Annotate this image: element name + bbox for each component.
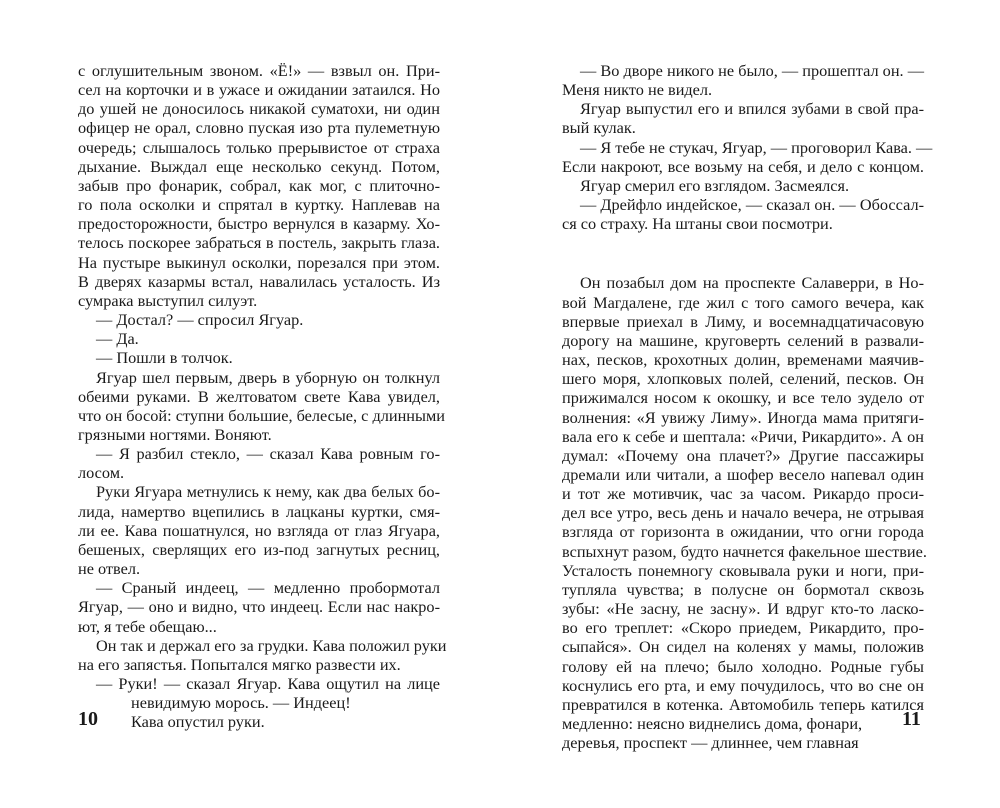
text-line: Усталость понемногу сковывала руки и ноги, при- bbox=[562, 560, 924, 580]
text-line: телось поскорее забраться в постель, закрыть глаза. bbox=[78, 233, 440, 253]
text-line: волнения: «Я увижу Лиму». Иногда мама притяги- bbox=[562, 407, 924, 427]
dialogue-line: — Пошли в толчок. bbox=[96, 348, 233, 368]
text-line: что он босой: ступни большие, белесые, с длинными bbox=[78, 405, 445, 425]
paragraph-start-line: Он позабыл дом на проспекте Салаверри, в Но- bbox=[580, 273, 924, 293]
text-line: лида, намертво вцепились в лацканы куртки, смя- bbox=[78, 501, 440, 521]
text-line: вой Магдалене, где жил с того самого вечера, как bbox=[562, 292, 924, 312]
dialogue-line: — Во дворе никого не было, — прошептал он. — bbox=[580, 61, 924, 80]
text-line: деревья, проспект — длиннее, чем главная bbox=[562, 733, 859, 753]
text-line: не отвел. bbox=[78, 559, 141, 579]
text-line: В дверях казармы встал, навалилась усталость. Из bbox=[78, 271, 440, 291]
dialogue-line: — Да. bbox=[96, 329, 139, 349]
paragraph-start-line: Ягуар шел первым, дверь в уборную он толкнул bbox=[96, 367, 440, 387]
text-line: ся со страху. На штаны свои посмотри. bbox=[562, 214, 833, 234]
page-number-left: 10 bbox=[78, 708, 98, 730]
text-line: грязными ногтями. Воняют. bbox=[78, 424, 272, 444]
paragraph-start-line: Руки Ягуара метнулись к нему, как два белых бо- bbox=[96, 482, 440, 502]
text-line: дыхание. Выждал еще несколько секунд. Потом, bbox=[78, 156, 440, 176]
text-line: забыв про фонарик, собрал, как мог, с плиточно- bbox=[78, 175, 440, 195]
text-line: шего моря, хлопковых полей, селений, песков. Он bbox=[562, 369, 924, 389]
text-line: взгляда от горизонта в ожидании, что огни города bbox=[562, 522, 924, 542]
text-line: тупляла чувства; в полусне он бормотал сквозь bbox=[562, 579, 924, 599]
text-line: офицер не орал, словно пуская изо рта пулеметную bbox=[78, 118, 440, 138]
text-line: го пола осколки и спрятал в куртку. Наплевав на bbox=[78, 195, 440, 215]
section-break bbox=[562, 233, 924, 273]
text-line: сумрака выступил силуэт. bbox=[78, 290, 258, 310]
text-line: Ягуар, — оно и видно, что индеец. Если нас накро- bbox=[78, 597, 440, 617]
paragraph-start-line: Кава опустил руки. bbox=[131, 712, 265, 732]
dialogue-line: — Сраный индеец, — медленно пробормотал bbox=[96, 578, 440, 598]
text-line: На пустыре выкинул осколки, порезался при этом. bbox=[78, 252, 440, 272]
text-line: лосом. bbox=[78, 463, 125, 483]
text-line: ют, я тебе обещаю... bbox=[78, 616, 217, 636]
text-line: с оглушительным звоном. «Ё!» — взвыл он. При- bbox=[78, 61, 440, 80]
text-line: прижимался носом к окошку, и все тело зудело от bbox=[562, 388, 924, 408]
text-line: вый кулак. bbox=[562, 118, 636, 138]
page-number-right: 11 bbox=[902, 708, 921, 730]
paragraph-start-line: Ягуар смерил его взглядом. Засмеялся. bbox=[580, 175, 850, 195]
text-line: обеими руками. В желтоватом свете Кава увидел, bbox=[78, 386, 440, 406]
text-line: дел все утро, весь день и начало вечера, не отрывая bbox=[562, 503, 924, 523]
text-line: коснулись его рта, и ему почудилось, что во сне он bbox=[562, 675, 924, 695]
text-line: медленно: неясно виднелись дома, фонари, bbox=[562, 714, 863, 733]
text-line: и тот же мотивчик, час за часом. Рикардо проси- bbox=[562, 484, 924, 504]
text-line: до ушей не доносилось никакой суматохи, ни один bbox=[78, 99, 440, 119]
text-line: во его треплет: «Скоро приедем, Рикардито, про- bbox=[562, 618, 924, 638]
text-line: впервые приехал в Лиму, и восемнадцатичасовую bbox=[562, 311, 924, 331]
text-line: голову ей на плечо; было холодно. Родные губы bbox=[562, 656, 924, 676]
dialogue-line: — Руки! — сказал Ягуар. Кава ощутил на лице bbox=[96, 674, 440, 693]
right-page-text bbox=[562, 61, 933, 753]
text-line: сел на корточки и в ужасе и ожидании затаился. Но bbox=[78, 80, 440, 100]
dialogue-line: — Достал? — спросил Ягуар. bbox=[96, 310, 304, 330]
text-line: вспыхнут разом, будто начнется факельное шествие. bbox=[562, 541, 927, 561]
text-line: бешеных, сверлящих его из-под загнутых ресниц, bbox=[78, 539, 440, 559]
paragraph-start-line: Он так и держал его за грудки. Кава положил руки bbox=[96, 635, 447, 655]
dialogue-line: — Я разбил стекло, — сказал Кава ровным го- bbox=[96, 444, 440, 464]
text-line: Если накроют, все возьму на себя, и дело с концом. bbox=[562, 156, 924, 176]
paragraph-start-line: Ягуар выпустил его и впился зубами в свой пра- bbox=[580, 99, 924, 119]
dialogue-line: — Я тебе не стукач, Ягуар, — проговорил Кава. — bbox=[580, 137, 933, 157]
text-line: дорогу на машине, круговерть селений в развали- bbox=[562, 330, 924, 350]
text-line: превратился в котенка. Автомобиль теперь катился bbox=[562, 694, 924, 714]
text-line: на его запястья. Попытался мягко развести их. bbox=[78, 654, 401, 674]
dialogue-line: — Дрейфло индейское, — сказал он. — Обоссал- bbox=[580, 195, 924, 215]
text-line: нах, песков, крохотных долин, временами маячив- bbox=[562, 350, 924, 370]
text-line: думал: «Почему она плачет?» Другие пассажиры bbox=[562, 445, 924, 465]
text-line: невидимую морось. — Индеец! bbox=[131, 693, 351, 713]
text-line: Меня никто не видел. bbox=[562, 80, 713, 100]
text-line: предосторожности, быстро вернулся в казарму. Хо- bbox=[78, 214, 440, 234]
text-line: зубы: «Не засну, не засну». И вдруг кто-то ласко- bbox=[562, 599, 924, 619]
text-line: дремали или читали, а шофер весело напевал один bbox=[562, 464, 924, 484]
text-line: ли ее. Кава пошатнулся, но взгляда от глаз Ягуара, bbox=[78, 520, 440, 540]
text-line: сыпайся». Он сидел на коленях у мамы, положив bbox=[562, 637, 924, 657]
left-page-text bbox=[78, 61, 447, 732]
text-line: очередь; слышалось только прерывистое от страха bbox=[78, 137, 440, 157]
text-line: вала его к себе и шептала: «Ричи, Рикардито». А он bbox=[562, 426, 924, 446]
